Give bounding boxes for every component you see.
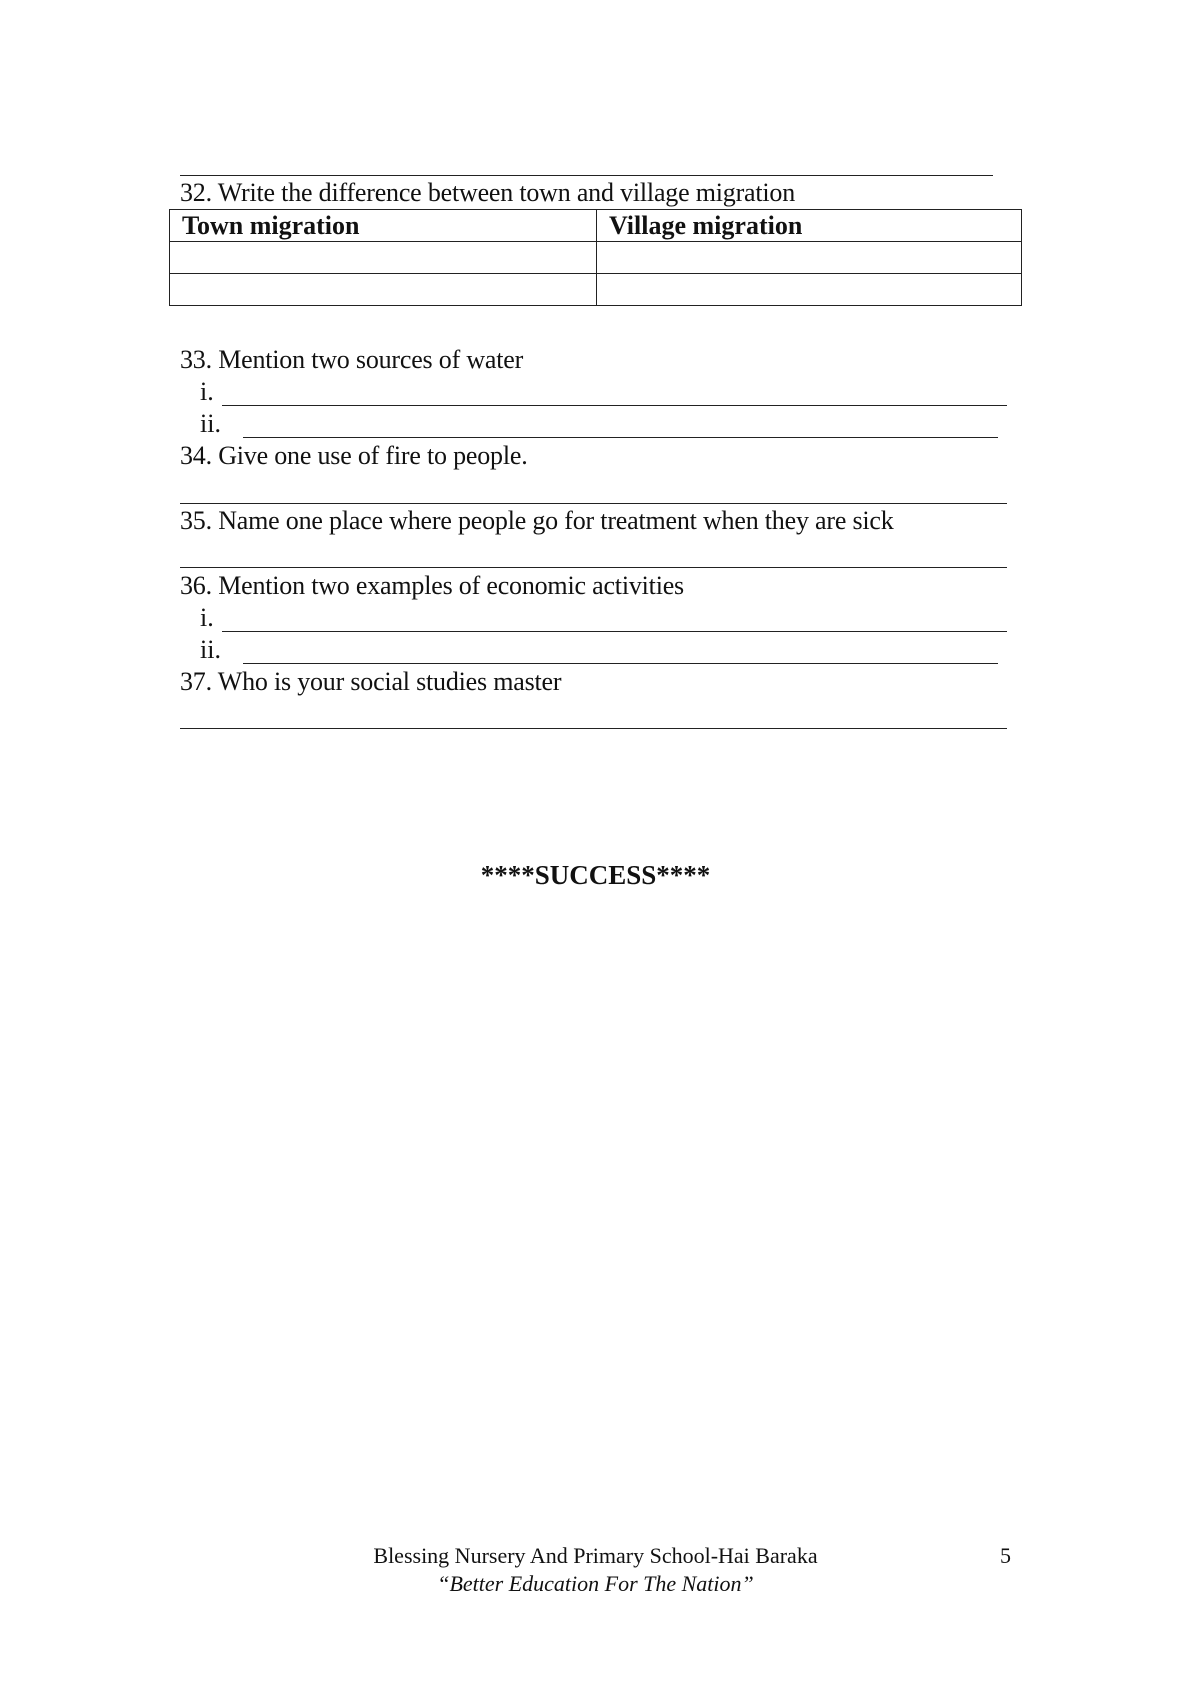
question-37: 37. Who is your social studies master: [180, 667, 562, 696]
answer-cell-village-1[interactable]: [597, 242, 1022, 274]
answer-line-q33-ii[interactable]: [243, 437, 998, 438]
question-34: 34. Give one use of fire to people.: [180, 441, 528, 470]
migration-table: [169, 209, 1022, 306]
footer-motto: “Better Education For The Nation”: [437, 1571, 754, 1596]
answer-line-q37[interactable]: [180, 728, 1007, 729]
answer-line-prev[interactable]: [180, 175, 993, 176]
closing-text: ****SUCCESS****: [480, 860, 711, 890]
answer-line-q36-i[interactable]: [222, 631, 1007, 632]
header-village-migration: Village migration: [597, 210, 1022, 242]
item-label-ii: ii.: [200, 635, 221, 664]
question-36: 36. Mention two examples of economic activities: [180, 571, 684, 600]
answer-line-q35[interactable]: [180, 567, 1007, 568]
footer-school-name: Blessing Nursery And Primary School-Hai Baraka: [373, 1543, 818, 1568]
item-label-i: i.: [200, 603, 214, 632]
answer-line-q33-i[interactable]: [222, 405, 1007, 406]
item-label-ii: ii.: [200, 409, 221, 438]
item-label-i: i.: [200, 377, 214, 406]
question-33: 33. Mention two sources of water: [180, 345, 524, 374]
question-32: 32. Write the difference between town and village migration: [180, 178, 796, 207]
answer-cell-village-2[interactable]: [597, 274, 1022, 306]
table-row: [170, 274, 1022, 306]
page-number: 5: [1000, 1543, 1011, 1568]
table-row: [170, 242, 1022, 274]
answer-cell-town-2[interactable]: [170, 274, 597, 306]
answer-line-q34[interactable]: [180, 503, 1007, 504]
table-header-row: [170, 210, 1022, 242]
question-35: 35. Name one place where people go for treatment when they are sick: [180, 506, 894, 535]
answer-cell-town-1[interactable]: [170, 242, 597, 274]
answer-line-q36-ii[interactable]: [243, 663, 998, 664]
header-town-migration: Town migration: [170, 210, 597, 242]
